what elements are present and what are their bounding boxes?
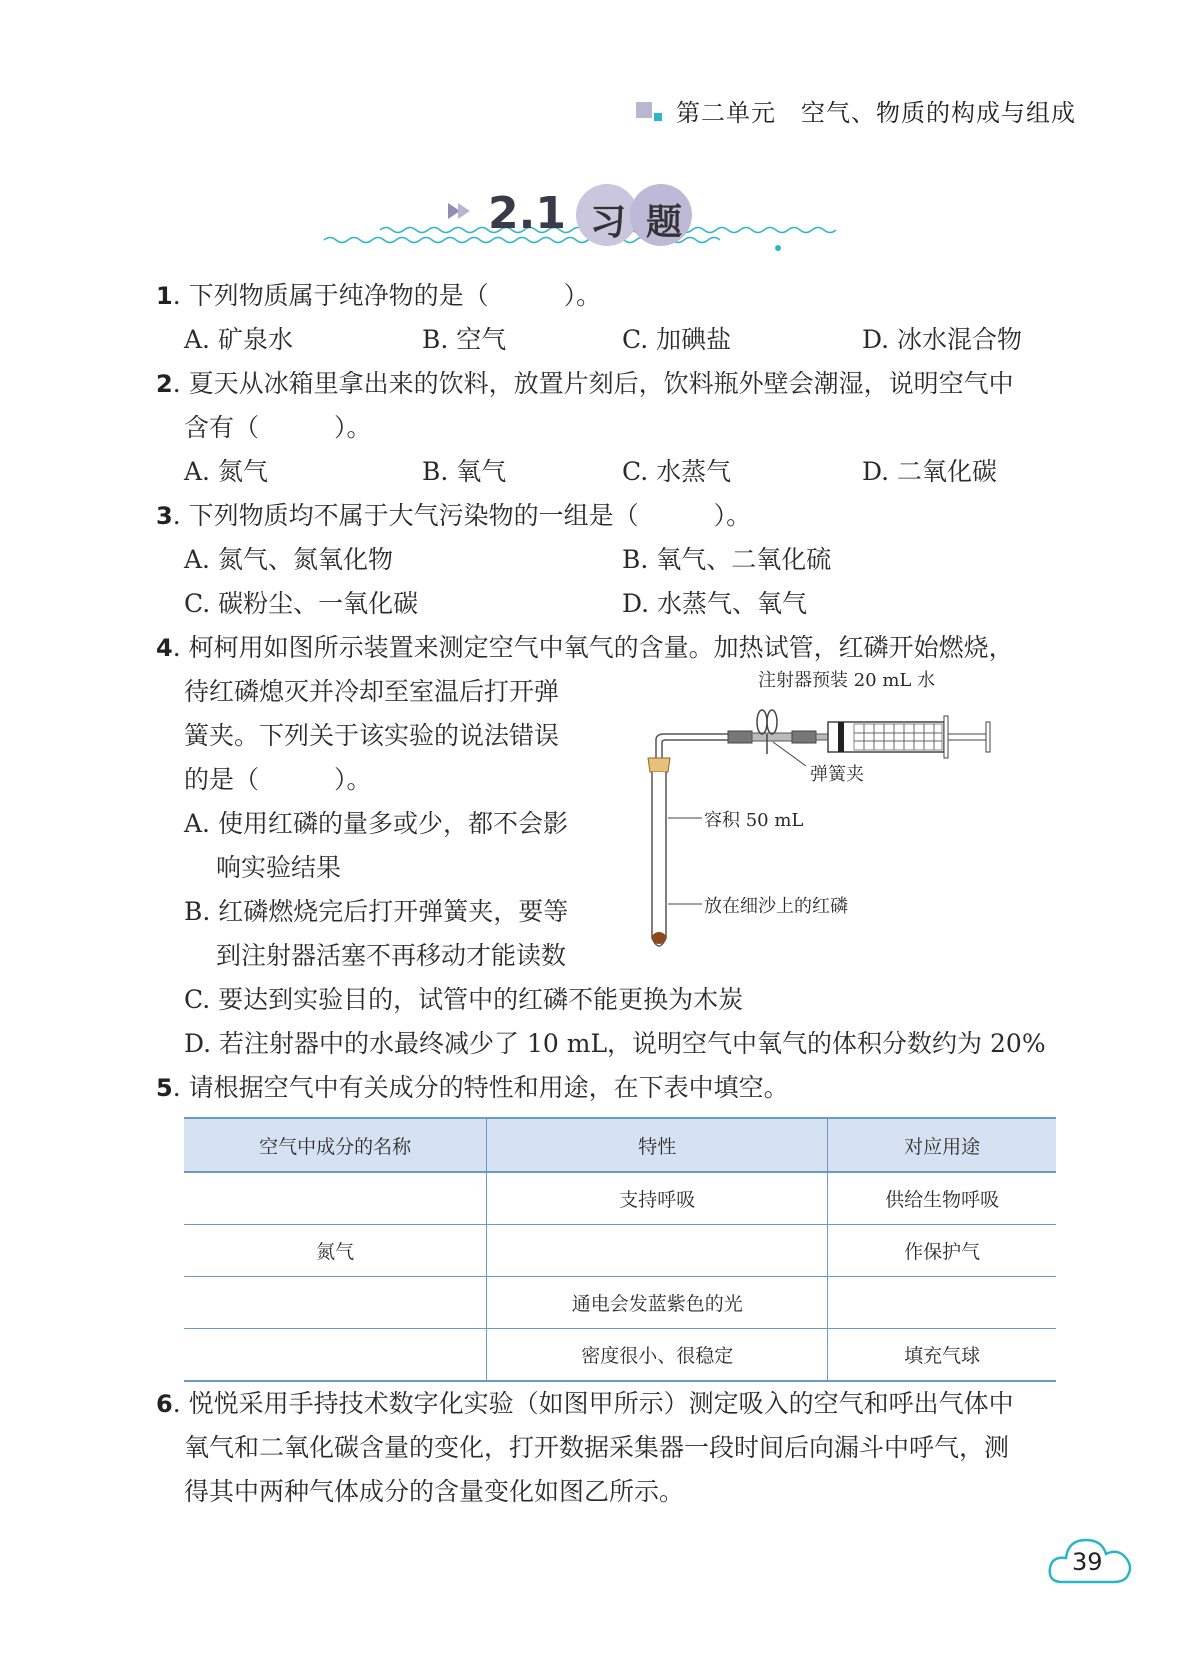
option: C. 加碘盐 [622,325,732,354]
option: B. 氧气 [422,457,507,486]
table-row [184,1329,1056,1382]
question-text: . 悦悦采用手持技术数字化实验（如图甲所示）测定吸入的空气和呼出气体中 [172,1389,1014,1418]
question-text: . 柯柯用如图所示装置来测定空气中氧气的含量。加热试管，红磷开始燃烧， [172,633,1014,662]
question-text-cont: 簧夹。下列关于该实验的说法错误 [184,721,560,750]
table-cell: 填充气球 [828,1329,1056,1382]
table-cell: 密度很小、很稳定 [487,1329,828,1382]
title-char-2: 题 [646,202,683,243]
question-number: 2 [156,370,173,398]
option: D. 若注射器中的水最终减少了 10 mL，说明空气中氧气的体积分数约为 20% [184,1029,1046,1058]
table-cell: 氮气 [184,1225,487,1277]
air-components-table [184,1117,1056,1382]
section-title [320,188,900,268]
option-cont: 到注射器活塞不再移动才能读数 [216,941,567,970]
option: D. 冰水混合物 [862,325,1023,354]
option: C. 要达到实验目的，试管中的红磷不能更换为木炭 [184,985,744,1014]
option: D. 水蒸气、氧气 [622,589,808,618]
phosphorus-label: 放在细沙上的红磷 [704,896,848,917]
apparatus-drawing [628,676,1028,976]
header-dot-icon [654,113,662,121]
question-number: 6 [156,1390,173,1418]
option: D. 二氧化碳 [862,457,998,486]
option-cont: 响实验结果 [216,853,342,882]
table-cell: 通电会发蓝紫色的光 [487,1277,828,1329]
table-cell: 供给生物呼吸 [828,1172,1056,1225]
table-header-row [184,1118,1056,1172]
question-text-cont: 氧气和二氧化碳含量的变化，打开数据采集器一段时间后向漏斗中呼气，测 [184,1433,1010,1462]
option: A. 矿泉水 [184,325,293,354]
option: C. 碳粉尘、一氧化碳 [184,589,419,618]
table-header: 特性 [487,1118,828,1172]
table-row [184,1225,1056,1277]
table-cell[interactable] [184,1277,487,1329]
table-cell: 支持呼吸 [487,1172,828,1225]
question-number: 1 [156,282,173,310]
table-cell[interactable] [184,1329,487,1382]
question-number: 5 [156,1074,173,1102]
option: B. 空气 [422,325,507,354]
table-cell[interactable] [487,1225,828,1277]
question-5 [156,1066,789,1110]
question-text: . 下列物质属于纯净物的是（ ）。 [172,281,602,310]
option: C. 水蒸气 [622,457,732,486]
table-header: 空气中成分的名称 [184,1118,487,1172]
table-cell[interactable] [828,1277,1056,1329]
option: B. 红磷燃烧完后打开弹簧夹，要等 [184,897,569,926]
section-number: 2.1 [488,188,566,239]
title-char-1: 习 [590,202,627,243]
clamp-label: 弹簧夹 [810,764,864,785]
question-text-cont: 得其中两种气体成分的含量变化如图乙所示。 [184,1477,685,1506]
table-cell: 作保护气 [828,1225,1056,1277]
question-text: . 请根据空气中有关成分的特性和用途，在下表中填空。 [172,1073,789,1102]
volume-label: 容积 50 mL [704,810,804,831]
question-1 [156,274,601,318]
page-number-badge [1046,1530,1134,1588]
question-text-cont: 待红磷熄灭并冷却至室温后打开弹 [184,677,560,706]
page-number: 39 [1072,1548,1103,1576]
table-row [184,1172,1056,1225]
question-number: 3 [156,502,173,530]
header-square-icon [636,102,652,118]
question-3 [156,494,751,538]
question-text-cont: 的是（ ）。 [184,765,372,794]
option: B. 氧气、二氧化硫 [622,545,832,574]
question-text: . 夏天从冰箱里拿出来的饮料，放置片刻后，饮料瓶外壁会潮湿，说明空气中 [172,369,1014,398]
unit-title: 第二单元 空气、物质的构成与组成 [676,98,1076,127]
table-cell[interactable] [184,1172,487,1225]
question-2 [156,362,1014,406]
apparatus-diagram [628,670,1028,976]
running-header [636,92,1076,128]
table-header: 对应用途 [828,1118,1056,1172]
question-text-cont: 含有（ ）。 [184,413,372,442]
syringe-label: 注射器预装 20 mL 水 [758,670,936,691]
question-number: 4 [156,634,173,662]
question-6 [156,1382,1014,1426]
option: A. 氮气、氮氧化物 [184,545,393,574]
question-text: . 下列物质均不属于大气污染物的一组是（ ）。 [172,501,752,530]
option: A. 氮气 [184,457,268,486]
option: A. 使用红磷的量多或少，都不会影 [184,809,568,838]
table-row [184,1277,1056,1329]
question-4 [156,626,1014,670]
